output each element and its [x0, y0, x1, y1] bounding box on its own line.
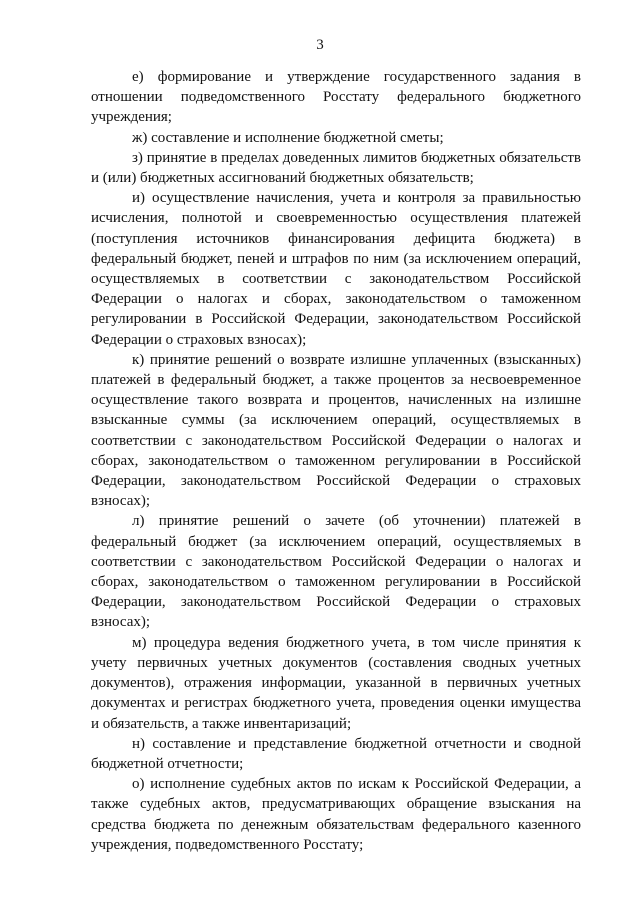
paragraph-z: з) принятие в пределах доведенных лимитов бюджетных обязательств и (или) бюджетных ассигнований бюджетных обязательств;	[91, 149, 581, 187]
paragraph-i: и) осуществление начисления, учета и контроля за правильностью исчисления, полнотой и своевременностью осуществления платежей (поступления источников финансирования дефицита бюджета) в федеральный бюджет, пеней и штрафов по ним (за исключением операций, осуществляемых в соответствии с законодательством Российской Федерации о налогах и сборах, законодательством о таможенном регулировании в Российской Федерации, законодательством Российской Федерации о страховых взносах);	[91, 190, 581, 348]
paragraph-n: н) составление и представление бюджетной отчетности и сводной бюджетной отчетности;	[91, 735, 581, 772]
paragraph-e: е) формирование и утверждение государственного задания в отношении подведомственного Росстату федерального бюджетного учреждения;	[91, 69, 581, 126]
paragraph-m: м) процедура ведения бюджетного учета, в том числе принятия к учету первичных учетных документов (составления сводных учетных документов), отражения информации, указанной в первичных учетных документах и регистрах бюджетного учета, проведения оценки имущества и обязательств, а также инвентаризаций;	[91, 634, 581, 732]
paragraph-o: о) исполнение судебных актов по искам к Российской Федерации, а также судебных актов, предусматривающих обращение взыскания на средства бюджета по денежным обязательствам федерального казенного учреждения, подведомственного Росстату;	[91, 776, 581, 853]
paragraph-zh: ж) составление и исполнение бюджетной сметы;	[132, 129, 444, 146]
paragraph-l: л) принятие решений о зачете (об уточнении) платежей в федеральный бюджет (за исключением операций, осуществляемых в соответствии с законодательством Российской Федерации о налогах и сборах, законодательством о таможенном регулировании в Российской Федерации, законодательством Российской Федерации о страховых взносах);	[91, 513, 581, 631]
paragraph-k: к) принятие решений о возврате излишне уплаченных (взысканных) платежей в федеральный бюджет, а также процентов за несвоевременное осуществление такого возврата и процентов, начисленных на излишне взысканные суммы (за исключением операций, осуществляемых в соответствии с законодательством Российской Федерации о налогах и сборах, законодательством о таможенном регулировании в Российской Федерации, законодательством Российской Федерации о страховых взносах);	[91, 351, 581, 510]
page-number: 3	[316, 37, 324, 53]
document-body	[91, 67, 581, 855]
